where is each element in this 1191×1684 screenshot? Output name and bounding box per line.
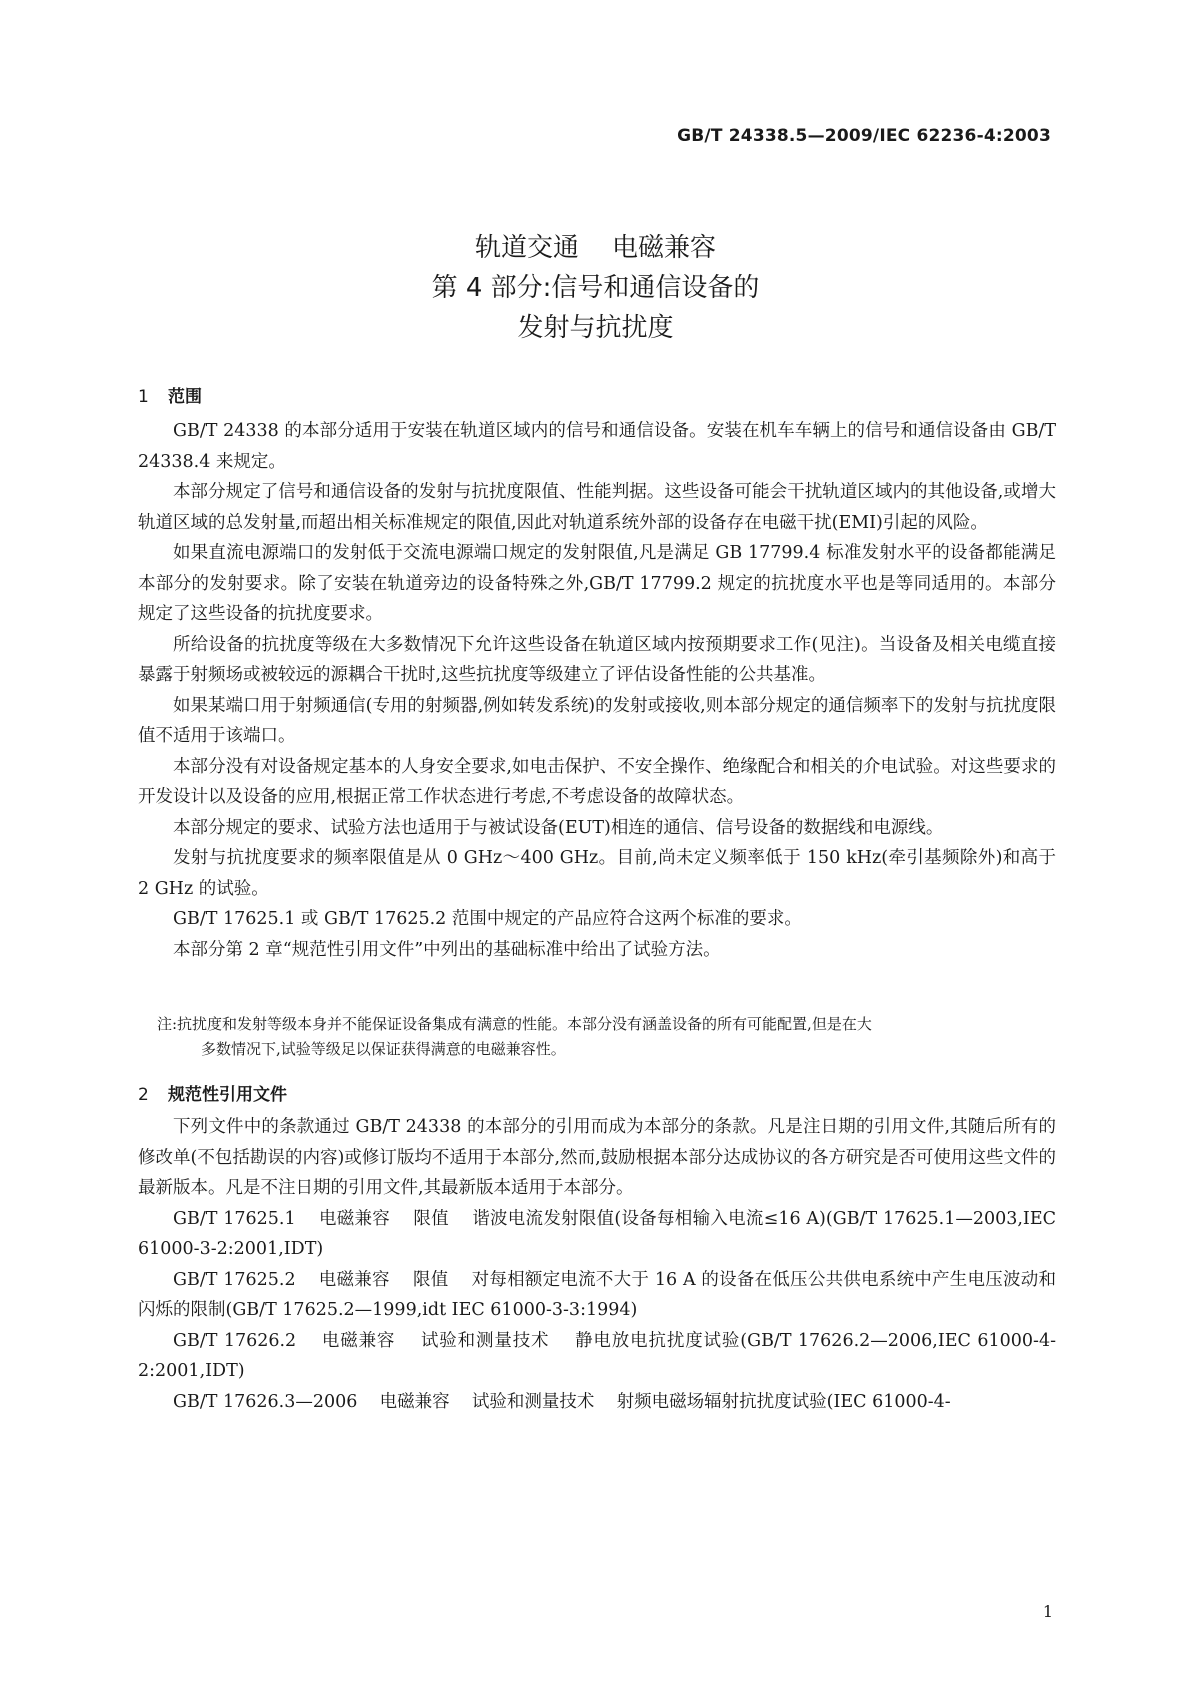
paragraph: 本部分没有对设备规定基本的人身安全要求,如电击保护、不安全操作、绝缘配合和相关的介电试验。对这些要求的开发设计以及设备的应用,根据正常工作状态进行考虑,不考虑设备的故障状态。 [138, 756, 1056, 807]
reference-entry: GB/T 17625.1 电磁兼容 限值 谐波电流发射限值(设备每相输入电流≤16 A)(GB/T 17625.1—2003,IEC 61000-3-2:2001,IDT) [138, 1208, 1062, 1259]
paragraph: 所给设备的抗扰度等级在大多数情况下允许这些设备在轨道区域内按预期要求工作(见注)。当设备及相关电缆直接暴露于射频场或被较远的源耦合干扰时,这些抗扰度等级建立了评估设备性能的公共基准。 [138, 634, 1056, 685]
paragraph: 发射与抗扰度要求的频率限值是从 0 GHz～400 GHz。目前,尚未定义频率低于 150 kHz(牵引基频除外)和高于 2 GHz 的试验。 [138, 848, 1056, 899]
section-number: 2 [138, 1085, 149, 1105]
paragraph: 本部分第 2 章“规范性引用文件”中列出的基础标准中给出了试验方法。 [173, 939, 721, 960]
section-1-heading [138, 382, 202, 407]
note [157, 1012, 1057, 1062]
section-2-heading [138, 1080, 287, 1105]
note-line-2: 多数情况下,试验等级足以保证获得满意的电磁兼容性。 [201, 1040, 566, 1058]
section-number: 1 [138, 387, 149, 407]
section-1-body [138, 416, 1056, 965]
reference-entry: GB/T 17626.3—2006 电磁兼容 试验和测量技术 射频电磁场辐射抗扰度试验(IEC 61000-4- [173, 1391, 951, 1412]
note-line-1: 注:抗扰度和发射等级本身并不能保证设备集成有满意的性能。本部分没有涵盖设备的所有可能配置,但是在大 [157, 1015, 872, 1033]
paragraph: GB/T 24338 的本部分适用于安装在轨道区域内的信号和通信设备。安装在机车车辆上的信号和通信设备由 GB/T 24338.4 来规定。 [138, 421, 1056, 472]
paragraph: GB/T 17625.1 或 GB/T 17625.2 范围中规定的产品应符合这两个标准的要求。 [173, 909, 802, 929]
document-title [0, 228, 1191, 348]
paragraph: 本部分规定了信号和通信设备的发射与抗扰度限值、性能判据。这些设备可能会干扰轨道区域内的其他设备,或增大轨道区域的总发射量,而超出相关标准规定的限值,因此对轨道系统外部的设备存在电磁干扰(EMI)引起的风险。 [138, 482, 1056, 533]
reference-entry: GB/T 17626.2 电磁兼容 试验和测量技术 静电放电抗扰度试验(GB/T 17626.2—2006,IEC 61000-4-2:2001,IDT) [138, 1330, 1056, 1381]
section-2-body [138, 1112, 1062, 1417]
title-line-1: 轨道交通 电磁兼容 [474, 233, 717, 263]
title-line-3: 发射与抗扰度 [517, 313, 674, 343]
paragraph: 下列文件中的条款通过 GB/T 24338 的本部分的引用而成为本部分的条款。凡是注日期的引用文件,其随后所有的修改单(不包括勘误的内容)或修订版均不适用于本部分,然而,鼓励根据本部分达成协议的各方研究是否可使用这些文件的最新版本。凡是不注日期的引用文件,其最新版本适用于本部分。 [138, 1117, 1056, 1198]
paragraph: 如果某端口用于射频通信(专用的射频器,例如转发系统)的发射或接收,则本部分规定的通信频率下的发射与抗扰度限值不适用于该端口。 [138, 695, 1056, 746]
section-title: 范围 [168, 387, 202, 407]
paragraph: 本部分规定的要求、试验方法也适用于与被试设备(EUT)相连的通信、信号设备的数据线和电源线。 [173, 817, 944, 838]
paragraph: 如果直流电源端口的发射低于交流电源端口规定的发射限值,凡是满足 GB 17799.4 标准发射水平的设备都能满足本部分的发射要求。除了安装在轨道旁边的设备特殊之外,GB/T 17799.2 规定的抗扰度水平也是等同适用的。本部分规定了这些设备的抗扰度要求。 [138, 543, 1056, 624]
page-number: 1 [1042, 1602, 1053, 1621]
standard-code-header: GB/T 24338.5—2009/IEC 62236-4:2003 [677, 126, 1051, 146]
title-line-2: 第 4 部分:信号和通信设备的 [431, 273, 760, 303]
section-title: 规范性引用文件 [168, 1085, 287, 1105]
reference-entry: GB/T 17625.2 电磁兼容 限值 对每相额定电流不大于 16 A 的设备在低压公共供电系统中产生电压波动和闪烁的限制(GB/T 17625.2—1999,idt IEC 61000-3-3:1994) [138, 1269, 1056, 1320]
